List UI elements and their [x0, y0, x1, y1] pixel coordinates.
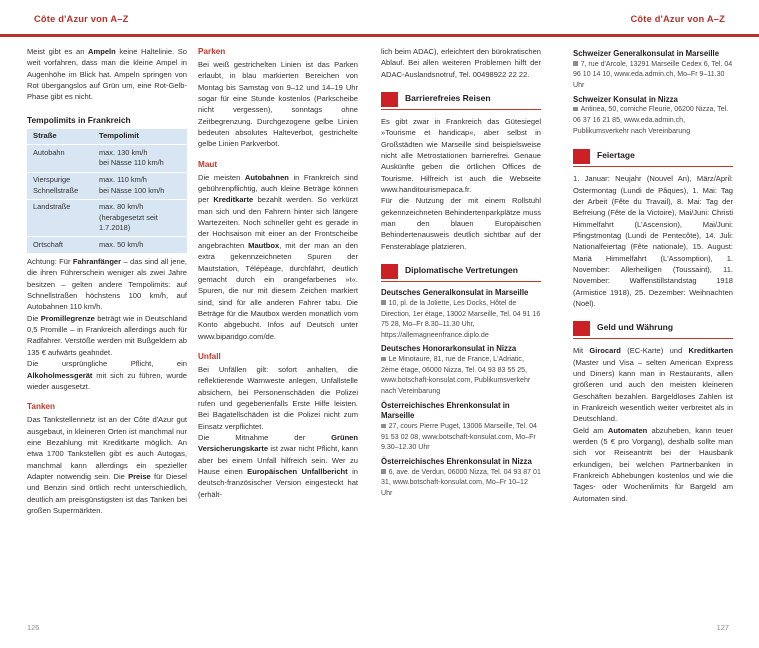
consulate-details: Antinea, 50, corniche Fleurie, 06200 Nizza, Tel. 06 37 16 21 85, www.eda.admin.ch, Publikumsverkehr nach Vereinbarung	[573, 106, 729, 135]
consulate-name: Österreichisches Ehrenkonsulat in Nizza	[381, 456, 532, 466]
section-header-label: Diplomatische Vertretungen	[405, 265, 518, 276]
section-header-label: Geld und Währung	[597, 322, 674, 333]
paragraph-tanken: Das Tankstellennetz ist an der Côte d'Azur gut ausgebaut, in kleineren Orten ist manchmal nur eine Bezahlung mit Kreditkarte möglich. An etwa 1700 Tankstellen gibt es auch Autogas, manchmal kann allerdings ein spezieller Adapter notwendig sein. Die Preise für Diesel und Benzin sind örtlich recht unterschiedlich, deutlich am preisgünstigsten ist das Tanken bei großen Supermärkten.	[27, 415, 187, 515]
red-square-icon	[381, 92, 398, 107]
table-row	[27, 145, 187, 172]
consulate-details: 27, cours Pierre Puget, 13006 Marseille, Tel. 04 91 53 02 08, www.botschaft-konsulat.com, Mo–Fr 9.30–12.30 Uhr	[381, 423, 537, 452]
subheading-tanken: Tanken	[27, 402, 56, 412]
consulate-list-col4	[573, 49, 733, 137]
section-header-barrierefreies-reisen	[381, 92, 541, 110]
consulate-name: Deutsches Generalkonsulat in Marseille	[381, 288, 529, 298]
consulate-details: 6, ave. de Verdun, 06000 Nizza, Tel. 04 93 87 01 31, www.botschaft-konsulat.com, Mo–Fr 10–12 Uhr	[381, 468, 541, 497]
table-cell-speed-limit: max. 130 km/h bei Nässe 110 km/h	[93, 145, 187, 172]
table-row	[27, 199, 187, 237]
section-header-geld-und-waehrung	[573, 321, 733, 339]
text-column-2	[198, 46, 358, 500]
red-square-icon	[573, 321, 590, 336]
section-header-label: Feiertage	[597, 150, 635, 161]
table-cell-speed-limit: max. 80 km/h (herabgesetzt seit 1.7.2018)	[93, 199, 187, 237]
consulate-details: Le Minotaure, 81, rue de France, L'Adriatic, 2ème étage, 06000 Nizza, Tel. 04 93 83 55 25, www.botschaft-konsulat.com, Publikumsverkehr nach Vereinbarung	[381, 356, 531, 395]
paragraph-ampeln: Meist gibt es an Ampeln keine Haltelinie. So weit vorfahren, dass man die kleine Ampel in Augenhöhe im Blick hat. Ampeln springen von Rot übergangslos auf Grün um, eine Rot-Gelb-Phase gibt es nicht.	[27, 47, 188, 102]
table-row	[27, 237, 187, 254]
paragraph-alkoholmessgeraet: Die ursprüngliche Pflicht, ein Alkoholmessgerät mit sich zu führen, wurde wieder ausgesetzt.	[27, 359, 187, 391]
address-marker-icon	[573, 107, 578, 112]
consulate-details: 10, pl. de la Joliette, Les Docks, Hôtel de Direction, 1er étage, 13002 Marseille, Tel. 04 91 16 75 28, Mo–Fr 8.30–11.30 Uhr, https://allemagneenfrance.diplo.de	[381, 299, 541, 339]
table-header-strasse: Straße	[27, 129, 93, 145]
tempolimits-table	[27, 129, 187, 254]
table-cell-speed-limit: max. 110 km/h bei Nässe 100 km/h	[93, 172, 187, 199]
red-square-icon	[573, 149, 590, 164]
text-column-4	[573, 46, 733, 504]
running-head-left: Côte d'Azur von A–Z	[34, 14, 129, 24]
page-number-right: 127	[716, 623, 729, 632]
paragraph-fahranfaenger: Achtung: Für Fahranfänger – das sind all jene, die ihren Führerschein weniger als zwei Jahre besitzen – gelten andere Tempolimits: auf Schnellstraßen höchstens 100 km/h, auf Autobahnen 110 km/h.	[27, 257, 188, 312]
table-cell-speed-limit: max. 50 km/h	[93, 237, 187, 254]
consulate-list-col3	[381, 288, 541, 499]
running-head-right: Côte d'Azur von A–Z	[630, 14, 725, 24]
table-body	[27, 145, 187, 254]
paragraph-promillegrenze: Die Promillegrenze beträgt wie in Deutschland 0,5 Promille – in Frankreich allerdings auch für Radfahrer. Verstöße werden mit Bußgeldern ab 135 € aufwärts geahndet.	[27, 313, 187, 357]
paragraph-adac-continuation: lich beim ADAC), erleichtert den bürokratischen Ablauf. Bei allen weiteren Problemen hilft der ADAC-Auslandsnotruf, Tel. 00498922 22 22.	[381, 47, 541, 79]
paragraph-barrierefrei-1: Es gibt zwar in Frankreich das Gütesiegel »Tourisme et handicap«, aber selbst in Großstädten wie Marseille sind beispielsweise nicht alle Metrostationen barrierefrei. Genaue Auskünfte geben die örtlichen Offices de Tourisme. Hilfreich ist auch die Webseite www.handitourismepaca.fr.	[381, 117, 541, 195]
consulate-name: Deutsches Honorarkonsulat in Nizza	[381, 344, 517, 354]
text-column-3	[381, 46, 541, 499]
address-marker-icon	[381, 424, 386, 429]
address-marker-icon	[573, 61, 578, 66]
paragraph-barrierefrei-2: Für die Nutzung der mit einem Rollstuhl gekennzeichneten Behindertenparkplätze muss man den blauen Europäischen Behindertenausweis deutlich sichtbar auf der Fensterablage platzieren.	[381, 196, 541, 251]
paragraph-geld-1: Mit Girocard (EC-Karte) und Kreditkarten (Master und Visa – selten American Express und Diners) kann man in Restaurants, allen größeren und auch den meisten kleineren Geschäften bezahlen. Bargeldloses Zahlen ist in Frankreich wesentlich weiter verbreitet als in Deutschland.	[573, 346, 733, 424]
header-rule	[0, 34, 759, 37]
paragraph-unfall-2: Die Mitnahme der Grünen Versicherungskarte ist zwar nicht Pflicht, kann aber bei einem Unfall hilfreich sein. Wer zu Hause einen Europäischen Unfallbericht in deutsch-französischer Version eingesteckt hat (erhält-	[198, 432, 358, 499]
subheading-maut: Maut	[198, 159, 218, 169]
table-cell-road-type: Autobahn	[27, 145, 93, 172]
subheading-tempolimits: Tempolimits in Frankreich	[27, 114, 131, 125]
text-column-1	[27, 46, 187, 516]
address-marker-icon	[381, 300, 386, 305]
section-header-feiertage	[573, 149, 733, 167]
paragraph-parken: Bei weiß gestrichelten Linien ist das Parken erlaubt, in blau markierten Bereichen von Montag bis Samstag von 9–12 und 14–19 Uhr sogar für eine Stunde kostenlos (Parkscheibe nicht vergessen), sonntags ohne Zeitbegrenzung. Durchgezogene gelbe Linien bedeuten absolutes Halteverbot, gestrichelte gelbe Linien Parkverbot.	[198, 60, 358, 149]
address-marker-icon	[381, 357, 386, 362]
table-row	[27, 172, 187, 199]
consulate-name: Österreichisches Ehrenkonsulat in Marseille	[381, 400, 510, 421]
paragraph-feiertage: 1. Januar: Neujahr (Nouvel An), März/April: Ostermontag (Lundi de Pâques), 1. Mai: Tag der Arbeit (Fête du Travail), 8. Mai: Tag der Befreiung (Fête de la Victoire), Mai/Juni: Christi Himmelfahrt (L'Ascension), Mai/Juni: Pfingstmontag (Lundi de Pentecôte), 14. Juli: Nationalfeiertag (Fête nationale), 15. August: Mariä Himmelfahrt (L'Assomption), 1. November: Allerheiligen (Toussaint), 11. November: Waffenstillstandstag 1918 (Armistice 1918), 25. Dezember: Weihnachten (Noël).	[573, 174, 733, 308]
subheading-parken: Parken	[198, 47, 226, 56]
table-cell-road-type: Vierspurige Schnellstraße	[27, 172, 93, 199]
section-header-diplomatische-vertretungen	[381, 264, 541, 282]
paragraph-maut: Die meisten Autobahnen in Frankreich sind gebührenpflichtig, auch kleine Beträge können per Kreditkarte bezahlt werden. So verkürzt man sich und den Fahrern hinter sich längere Wartezeiten. Noch schneller geht es gerade in der Hochsaison mit einer an der Frontscheibe angebrachten Mautbox, mit der man an den extra gekennzeichneten Spuren der Mautstation, Télépéage, durchfährt, deutlich gemacht durch ein orangefarbenes »t«. Spuren, die nur mit diesem Zeichen markiert sind, sind für alle anderen Fahrer tabu. Die Beträge für die Mautbox werden monatlich vom Konto abgebucht. Infos auf Deutsch unter www.bipandgo.com/de.	[198, 172, 358, 341]
page-number-left: 126	[27, 623, 40, 632]
paragraph-unfall-1: Bei Unfällen gilt: sofort anhalten, die reflektierende Warnweste anlegen, Unfallstelle absichern, bei Personenschäden die Polizei rufen und gegebenenfalls Erste Hilfe leisten. Bei Bagatellschäden ist die Polizei nicht zum Einsatz verpflichtet.	[198, 364, 358, 431]
paragraph-geld-2: Geld am Automaten abzuheben, kann teuer werden (5 € pro Vorgang), deshalb sollte man sich vor Reiseantritt bei der Hausbank erkundigen, bei welchen Partnerbanken in Frankreich Abhebungen kostenlos und wie die Tages- oder Wochenlimits für Bargeld am Automaten sind.	[573, 425, 733, 503]
table-cell-road-type: Landstraße	[27, 199, 93, 237]
subheading-unfall: Unfall	[198, 351, 221, 361]
red-square-icon	[381, 264, 398, 279]
table-header-row	[27, 129, 187, 145]
consulate-details: 7, rue d'Arcole, 13291 Marseille Cedex 6, Tel. 04 96 10 14 10, www.eda.admin.ch, Mo–Fr 9–11.30 Uhr	[573, 60, 733, 89]
table-header-tempolimit: Tempolimit	[93, 129, 187, 145]
address-marker-icon	[381, 469, 386, 474]
running-head-row	[0, 14, 759, 32]
table-cell-road-type: Ortschaft	[27, 237, 93, 254]
section-header-label: Barrierefreies Reisen	[405, 93, 491, 104]
consulate-name: Schweizer Konsulat in Nizza	[573, 94, 678, 104]
consulate-name: Schweizer Generalkonsulat in Marseille	[573, 49, 720, 58]
